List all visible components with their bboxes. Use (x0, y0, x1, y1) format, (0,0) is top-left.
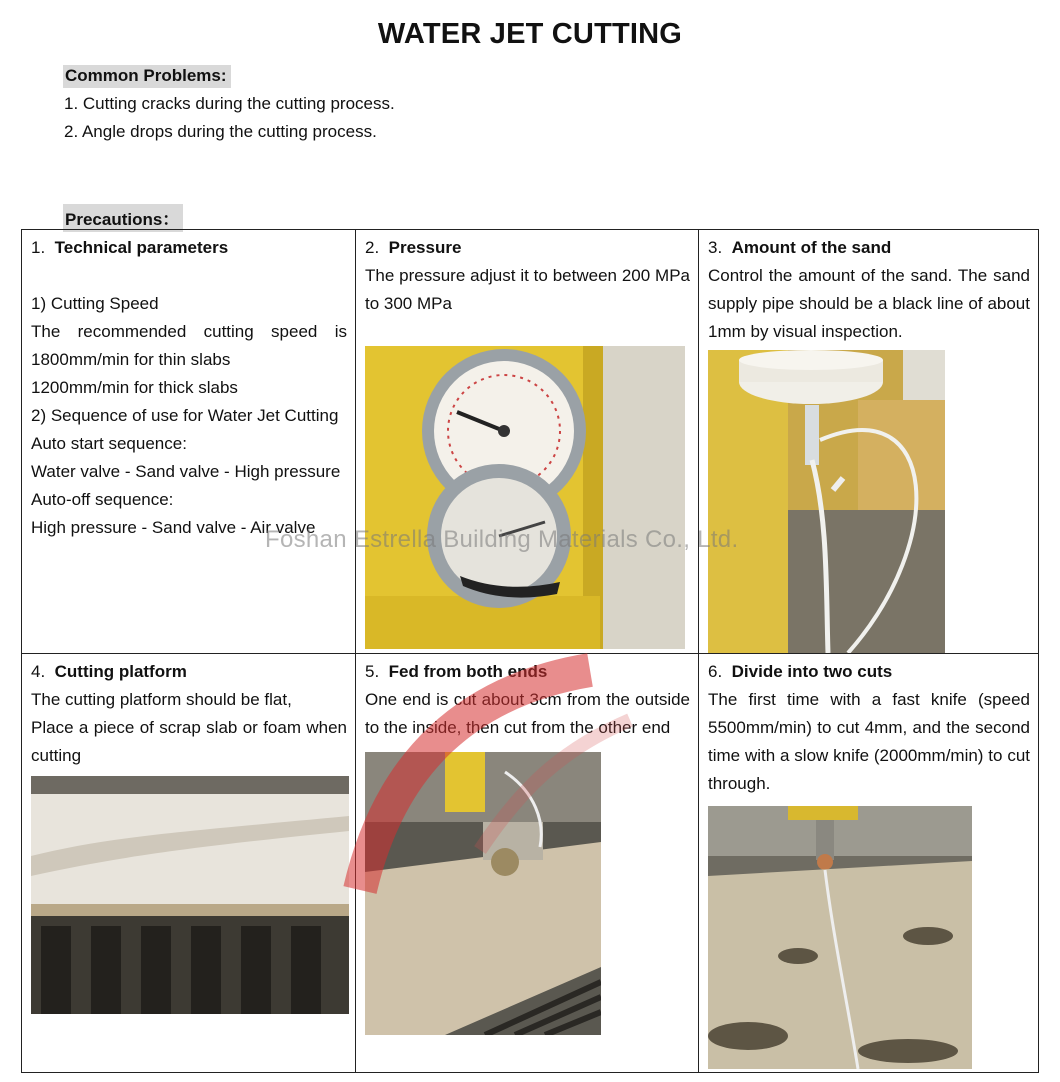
precautions-heading: Precautions： (63, 204, 183, 232)
cell-divide-into-two-cuts (699, 654, 1039, 1073)
both-ends-cutting-photo (365, 752, 601, 1035)
cell-heading: Fed from both ends (388, 662, 548, 681)
cell-number: 2. (365, 238, 380, 257)
problem-item: 1. Cutting cracks during the cutting process. (64, 94, 395, 113)
cell-number: 1. (31, 238, 46, 257)
cell-cutting-platform (22, 654, 356, 1073)
company-watermark: Foshan Estrella Building Materials Co., Ltd. (265, 526, 739, 553)
sequence-label: 2) Sequence of use for Water Jet Cutting (31, 406, 339, 425)
sand-supply-pipe-photo (708, 350, 945, 653)
auto-start-label: Auto start sequence: (31, 434, 187, 453)
both-ends-text: One end is cut about 3cm from the outside to the inside, then cut from the other end (365, 690, 690, 737)
cell-heading: Cutting platform (54, 662, 187, 681)
cell-number: 3. (708, 238, 723, 257)
auto-off-label: Auto-off sequence: (31, 490, 174, 509)
page-title: WATER JET CUTTING (377, 18, 683, 50)
cell-heading: Technical parameters (54, 238, 229, 257)
sand-amount-text: Control the amount of the sand. The sand supply pipe should be a black line of about 1mm by visual inspection. (708, 266, 1030, 341)
common-problems-heading: Common Problems: (63, 65, 231, 88)
auto-off-sequence: High pressure - Sand valve - Air valve (31, 518, 316, 537)
cell-number: 6. (708, 662, 723, 681)
two-cuts-text: The first time with a fast knife (speed 5500mm/min) to cut 4mm, and the second time with a slow knife (2000mm/min) to cut through. (708, 690, 1030, 793)
platform-scrap-text: Place a piece of scrap slab or foam when cutting (31, 718, 347, 765)
cell-pressure (356, 230, 699, 654)
cutting-platform-photo (31, 776, 349, 1014)
problem-item: 2. Angle drops during the cutting process. (64, 122, 377, 141)
two-cuts-photo (708, 806, 972, 1069)
cutting-speed-text: The recommended cutting speed is 1800mm/min for thin slabs (31, 322, 347, 369)
cell-technical-parameters (22, 230, 356, 654)
platform-text: The cutting platform should be flat, (31, 690, 292, 709)
cell-number: 5. (365, 662, 380, 681)
thick-slab-speed: 1200mm/min for thick slabs (31, 378, 238, 397)
pressure-gauge-photo (365, 346, 685, 649)
precautions-table (21, 229, 1039, 1073)
cell-heading: Pressure (388, 238, 462, 257)
auto-start-sequence: Water valve - Sand valve - High pressure (31, 462, 341, 481)
cell-fed-from-both-ends (356, 654, 699, 1073)
cutting-speed-label: 1) Cutting Speed (31, 294, 159, 313)
cell-heading: Divide into two cuts (731, 662, 893, 681)
cell-number: 4. (31, 662, 46, 681)
cell-amount-of-sand (699, 230, 1039, 654)
cell-heading: Amount of the sand (731, 238, 892, 257)
pressure-text: The pressure adjust it to between 200 MPa to 300 MPa (365, 266, 690, 313)
